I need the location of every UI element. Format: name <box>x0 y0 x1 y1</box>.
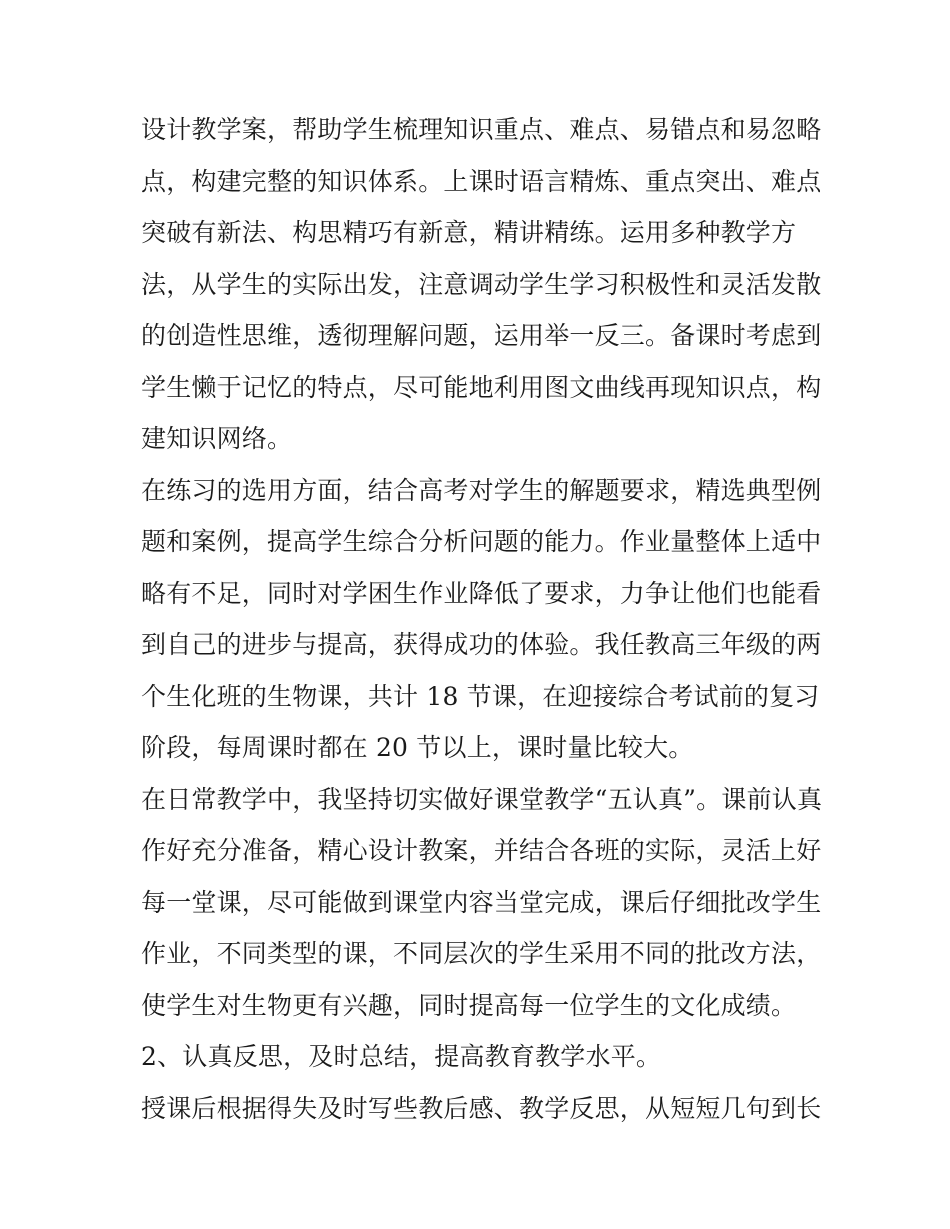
text-line: 在日常教学中，我坚持切实做好课堂教学“五认真”。课前认真 <box>141 784 823 814</box>
text-line: 法，从学生的实际出发，注意调动学生学习积极性和灵活发散 <box>141 269 822 299</box>
text-line: 到自己的进步与提高，获得成功的体验。我任教高三年级的两 <box>141 630 822 659</box>
text-line: 授课后根据得失及时写些教后感、教学反思，从短短几句到长 <box>141 1093 822 1123</box>
text-line: 建知识网络。 <box>141 424 293 453</box>
text-line: 突破有新法、构思精巧有新意，精讲精练。运用多种教学方 <box>141 218 797 247</box>
document-body <box>141 104 823 1134</box>
text-line: 略有不足，同时对学困生作业降低了要求，力争让他们也能看 <box>141 578 822 608</box>
text-line: 每一堂课，尽可能做到课堂内容当堂完成，课后仔细批改学生 <box>141 887 822 917</box>
text-line: 的创造性思维，透彻理解问题，运用举一反三。备课时考虑到 <box>141 321 822 350</box>
text-line: 作业，不同类型的课，不同层次的学生采用不同的批改方法， <box>141 939 822 968</box>
text-line: 学生懒于记忆的特点，尽可能地利用图文曲线再现知识点，构 <box>141 372 822 402</box>
text-line: 使学生对生物更有兴趣，同时提高每一位学生的文化成绩。 <box>141 990 797 1020</box>
text-line: 在练习的选用方面，结合高考对学生的解题要求，精选典型例 <box>141 475 822 505</box>
text-line: 设计教学案，帮助学生梳理知识重点、难点、易错点和易忽略 <box>141 115 822 144</box>
text-line: 作好充分准备，精心设计教案，并结合各班的实际，灵活上好 <box>141 836 822 865</box>
text-line: 个生化班的生物课，共计 18 节课，在迎接综合考试前的复习 <box>141 681 820 711</box>
text-line: 阶段，每周课时都在 20 节以上，课时量比较大。 <box>141 733 694 762</box>
section-heading: 2、认真反思，及时总结，提高教育教学水平。 <box>141 1042 662 1071</box>
text-line: 题和案例，提高学生综合分析问题的能力。作业量整体上适中 <box>141 527 822 556</box>
text-line: 点，构建完整的知识体系。上课时语言精炼、重点突出、难点 <box>141 166 822 196</box>
